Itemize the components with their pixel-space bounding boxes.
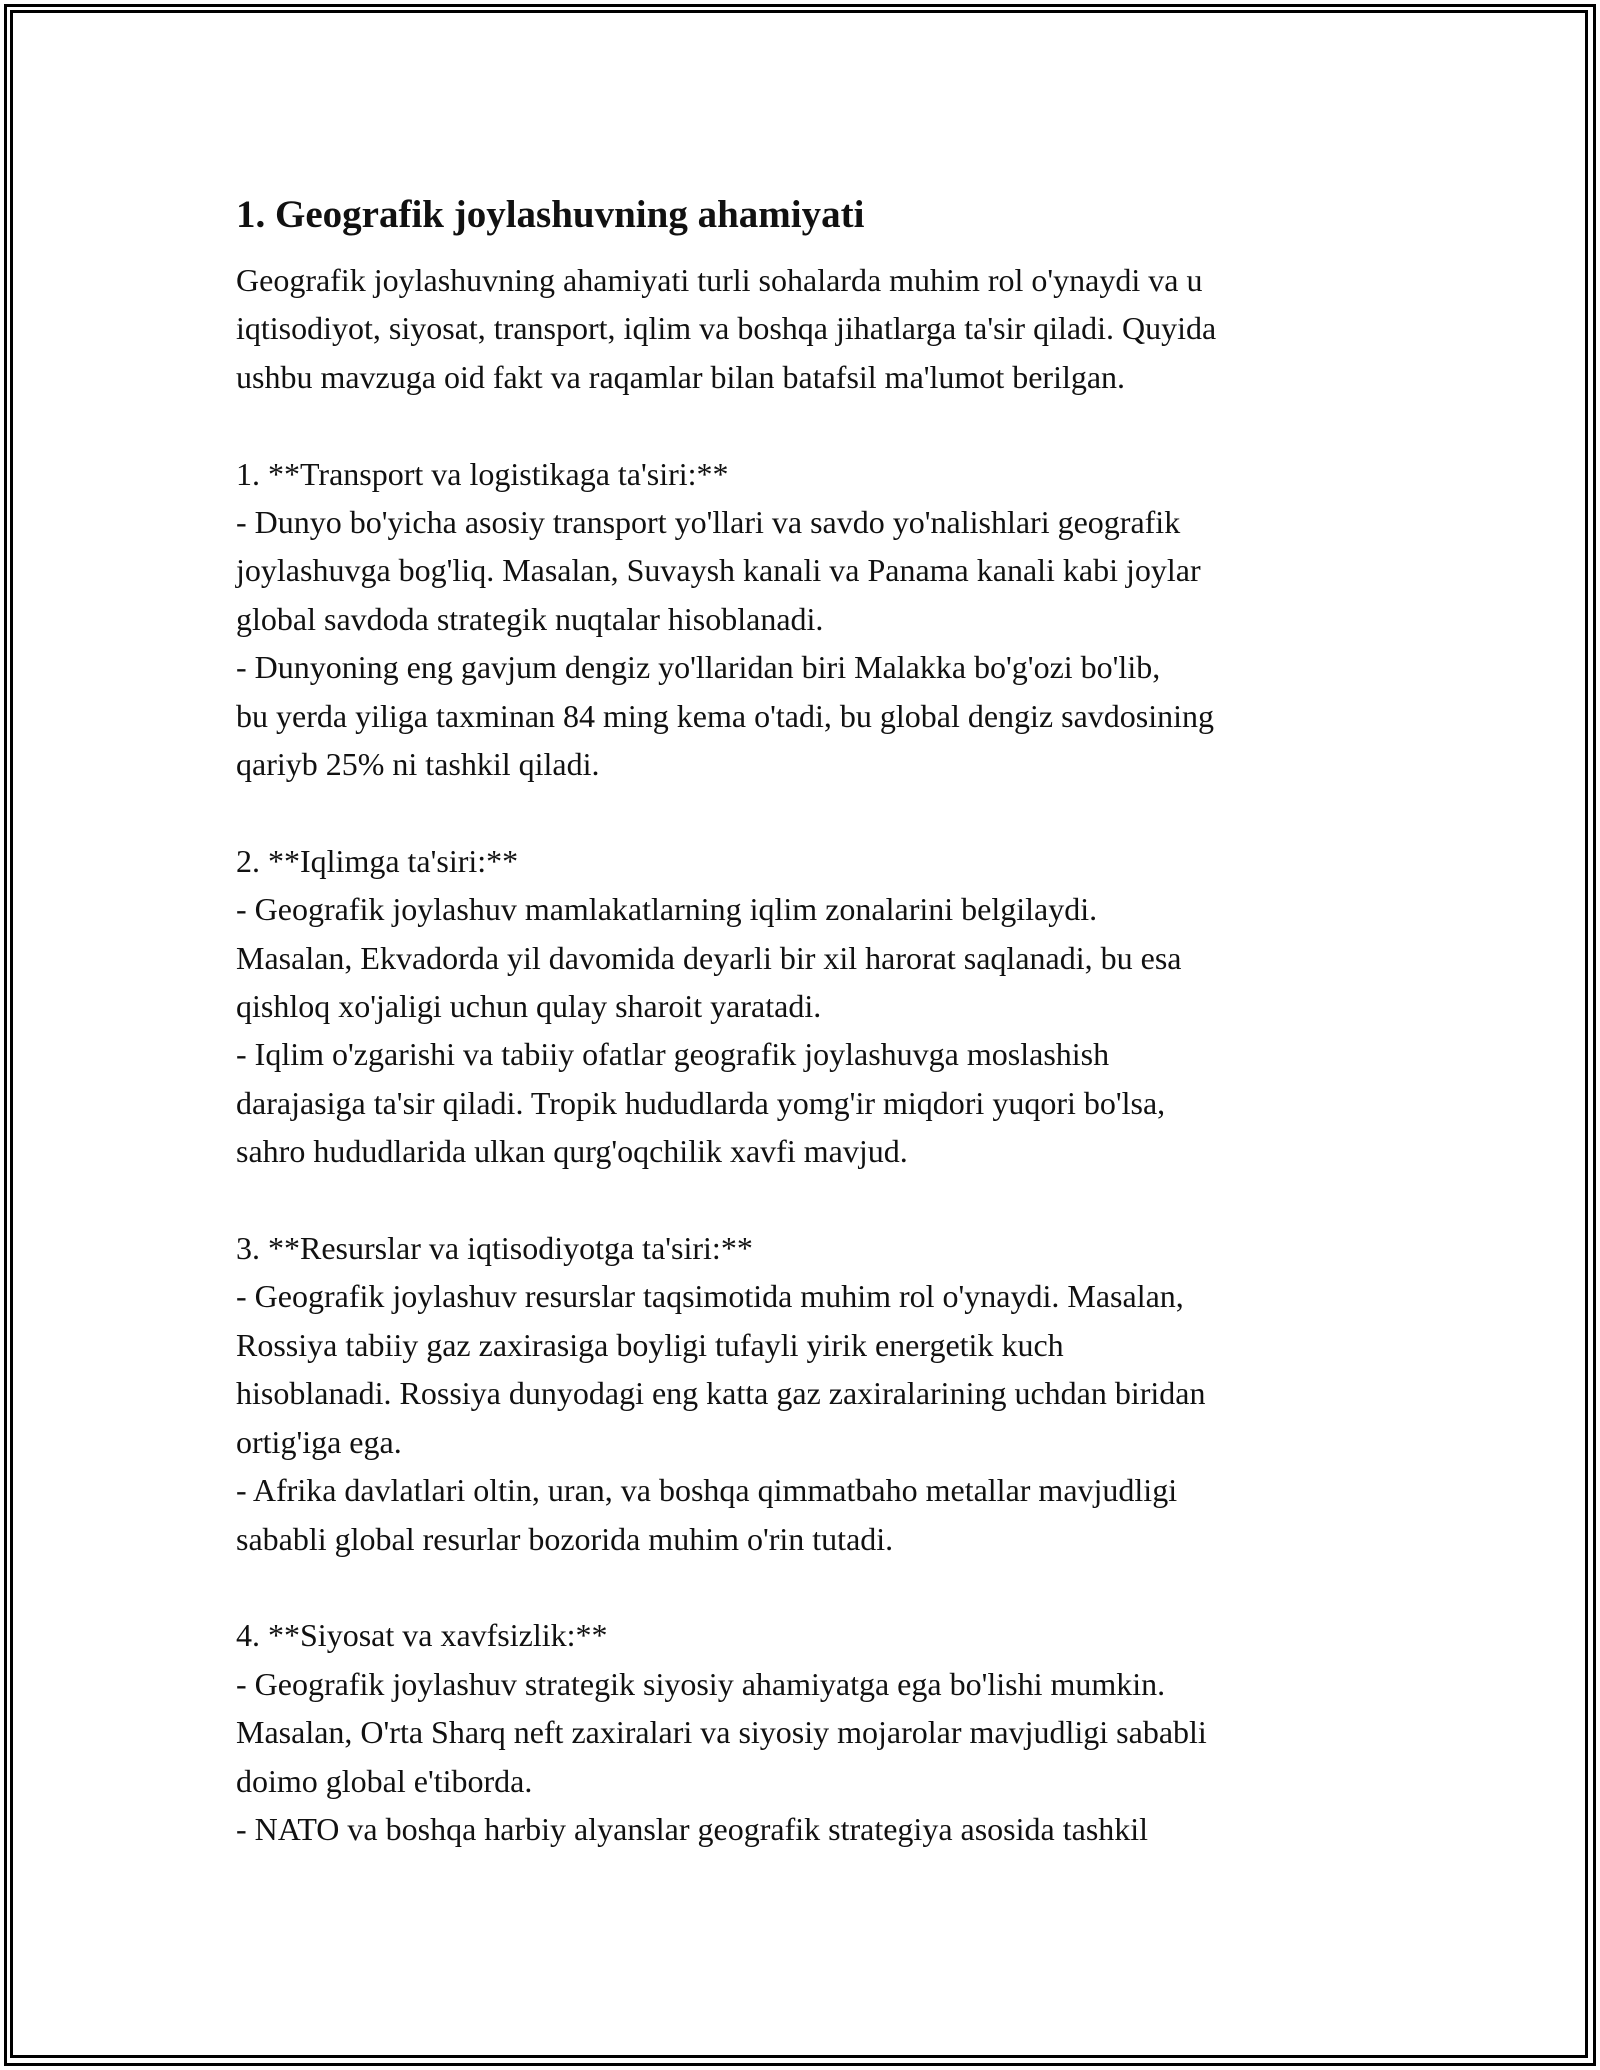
section-item: - Iqlim o'zgarishi va tabiiy ofatlar geografik joylashuvga moslashish darajasiga ta'sir qiladi. Tropik hududlarda yomg'ir miqdori yuqori bo'lsa, sahro hududlarida ulkan qurg'oqchilik xavfi mavjud. xyxy=(236,1036,1166,1170)
section-heading: 4. **Siyosat va xavfsizlik:** xyxy=(236,1617,608,1654)
intro-paragraph: Geografik joylashuvning ahamiyati turli sohalarda muhim rol o'ynaydi va u iqtisodiyot, siyosat, transport, iqlim va boshqa jihatlarga ta'sir qiladi. Quyida ushbu mavzuga oid fakt va raqamlar bilan batafsil ma'lumot berilgan. xyxy=(236,262,1217,395)
section-item: - Dunyoning eng gavjum dengiz yo'llaridan biri Malakka bo'g'ozi bo'lib, bu yerda yiliga taxminan 84 ming kema o'tadi, bu global dengiz savdosining qariyb 25% ni tashkil qiladi. xyxy=(236,649,1215,783)
section-item: - Geografik joylashuv resurslar taqsimotida muhim rol o'ynaydi. Masalan, Rossiya tabiiy gaz zaxirasiga boyligi tufayli yirik energetik kuch hisoblanadi. Rossiya dunyodagi eng katta gaz zaxiralarining uchdan biridan ortig'iga ega. xyxy=(236,1278,1206,1460)
section-resources xyxy=(236,1224,1376,1563)
document-title: 1. Geografik joylashuvning ahamiyati xyxy=(236,193,865,236)
section-item: - Afrika davlatlari oltin, uran, va boshqa qimmatbaho metallar mavjudligi sababli global resurlar bozorida muhim o'rin tutadi. xyxy=(236,1472,1178,1557)
section-heading: 1. **Transport va logistikaga ta'siri:** xyxy=(236,455,729,492)
section-item: - Geografik joylashuv strategik siyosiy ahamiyatga ega bo'lishi mumkin. Masalan, O'rta Sharq neft zaxiralari va siyosiy mojarolar mavjudligi sababli doimo global e'tiborda. xyxy=(236,1665,1207,1799)
section-item: - NATO va boshqa harbiy alyanslar geografik strategiya asosida tashkil xyxy=(236,1810,1149,1847)
section-item: - Geografik joylashuv mamlakatlarning iqlim zonalarini belgilaydi. Masalan, Ekvadorda yil davomida deyarli bir xil harorat saqlanadi, bu esa qishloq xo'jaligi uchun qulay sharoit yaratadi. xyxy=(236,891,1182,1025)
section-politics xyxy=(236,1611,1376,1853)
section-heading: 3. **Resurslar va iqtisodiyotga ta'siri:** xyxy=(236,1230,753,1267)
section-transport xyxy=(236,450,1376,789)
section-climate xyxy=(236,837,1376,1176)
section-item: - Dunyo bo'yicha asosiy transport yo'llari va savdo yo'nalishlari geografik joylashuvga bog'liq. Masalan, Suvaysh kanali va Panama kanali kabi joylar global savdoda strategik nuqtalar hisoblanadi. xyxy=(236,504,1201,637)
document-body xyxy=(236,180,1376,1853)
section-heading: 2. **Iqlimga ta'siri:** xyxy=(236,842,519,879)
